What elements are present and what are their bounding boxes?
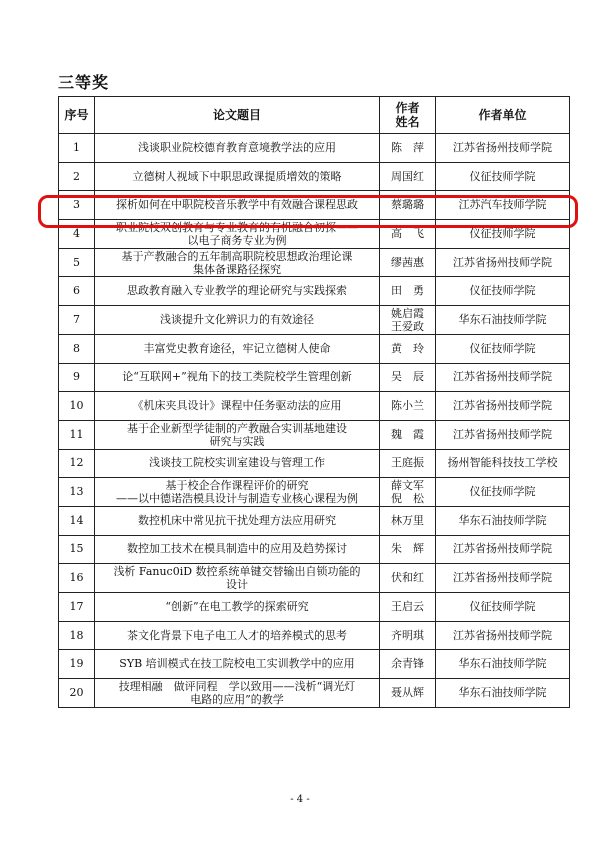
row-author: 陈小兰 — [380, 392, 436, 421]
row-unit: 华东石油技师学院 — [436, 306, 570, 335]
row-num: 17 — [59, 593, 95, 622]
row-author: 缪茜惠 — [380, 248, 436, 277]
row-author: 黄 玲 — [380, 334, 436, 363]
row-unit: 华东石油技师学院 — [436, 506, 570, 535]
row-author: 田 勇 — [380, 277, 436, 306]
table-row — [59, 420, 570, 449]
row-num: 7 — [59, 306, 95, 335]
row-num: 11 — [59, 420, 95, 449]
row-author: 余青锋 — [380, 650, 436, 679]
table-row — [59, 679, 570, 708]
row-unit: 华东石油技师学院 — [436, 650, 570, 679]
row-unit: 江苏省扬州技师学院 — [436, 535, 570, 564]
row-unit: 江苏省扬州技师学院 — [436, 392, 570, 421]
row-num: 10 — [59, 392, 95, 421]
row-author: 周国红 — [380, 162, 436, 191]
row-author: 魏 霞 — [380, 420, 436, 449]
header-author-text: 作者 姓名 — [395, 101, 420, 129]
row-author: 薛文军 倪 松 — [380, 478, 436, 507]
table-row — [59, 535, 570, 564]
table-header-row — [59, 97, 570, 134]
row-unit: 江苏省扬州技师学院 — [436, 134, 570, 163]
row-unit: 江苏省扬州技师学院 — [436, 564, 570, 593]
table-row — [59, 593, 570, 622]
row-author: 林万里 — [380, 506, 436, 535]
table-row — [59, 162, 570, 191]
highlight-annotation — [38, 195, 578, 228]
row-title: 思政教育融入专业教学的理论研究与实践探索 — [95, 277, 380, 306]
row-title: SYB 培训模式在技工院校电工实训教学中的应用 — [95, 650, 380, 679]
header-num: 序号 — [59, 97, 95, 134]
row-title: 《机床夹具设计》课程中任务驱动法的应用 — [95, 392, 380, 421]
row-author: 陈 萍 — [380, 134, 436, 163]
row-num: 1 — [59, 134, 95, 163]
row-num: 3 — [59, 191, 95, 220]
row-author: 王启云 — [380, 593, 436, 622]
row-author: 姚启霞 王爱政 — [380, 306, 436, 335]
row-unit: 江苏汽车技师学院 — [436, 191, 570, 220]
row-unit: 江苏省扬州技师学院 — [436, 621, 570, 650]
row-unit: 仪征技师学院 — [436, 334, 570, 363]
row-title: 浅谈技工院校实训室建设与管理工作 — [95, 449, 380, 478]
table-row — [59, 248, 570, 277]
table-row — [59, 449, 570, 478]
row-num: 18 — [59, 621, 95, 650]
row-num: 15 — [59, 535, 95, 564]
row-num: 13 — [59, 478, 95, 507]
row-title: 基于企业新型学徒制的产教融合实训基地建设 研究与实践 — [95, 420, 380, 449]
row-num: 9 — [59, 363, 95, 392]
row-unit: 扬州智能科技技工学校 — [436, 449, 570, 478]
row-author: 聂从辉 — [380, 679, 436, 708]
row-num: 5 — [59, 248, 95, 277]
row-author: 伏和红 — [380, 564, 436, 593]
row-unit: 仪征技师学院 — [436, 593, 570, 622]
table-row — [59, 363, 570, 392]
row-unit: 仪征技师学院 — [436, 478, 570, 507]
awards-table — [58, 96, 570, 708]
row-title: 丰富党史教育途径，牢记立德树人使命 — [95, 334, 380, 363]
table-row — [59, 334, 570, 363]
row-unit: 江苏省扬州技师学院 — [436, 363, 570, 392]
row-title: 浅谈提升文化辨识力的有效途径 — [95, 306, 380, 335]
row-num: 4 — [59, 220, 95, 249]
table-row — [59, 306, 570, 335]
header-unit: 作者单位 — [436, 97, 570, 134]
table-row — [59, 650, 570, 679]
row-title: 数控加工技术在模具制造中的应用及趋势探讨 — [95, 535, 380, 564]
table-row — [59, 478, 570, 507]
row-title: 论“互联网+”视角下的技工类院校学生管理创新 — [95, 363, 380, 392]
table-row — [59, 621, 570, 650]
table-row — [59, 392, 570, 421]
table-row — [59, 277, 570, 306]
row-num: 20 — [59, 679, 95, 708]
page-number: - 4 - — [290, 794, 310, 805]
row-title: 茶文化背景下电子电工人才的培养模式的思考 — [95, 621, 380, 650]
row-author: 高 飞 — [380, 220, 436, 249]
table-row — [59, 134, 570, 163]
row-title: 基于校企合作课程评价的研究 ——以中德诺浩模具设计与制造专业核心课程为例 — [95, 478, 380, 507]
row-title: 技理相融 做评同程 学以致用——浅析“调光灯 电路的应用”的教学 — [95, 679, 380, 708]
row-author: 朱 辉 — [380, 535, 436, 564]
row-num: 8 — [59, 334, 95, 363]
header-title: 论文题目 — [95, 97, 380, 134]
row-unit: 仪征技师学院 — [436, 277, 570, 306]
row-unit: 华东石油技师学院 — [436, 679, 570, 708]
row-author: 王庭振 — [380, 449, 436, 478]
row-title: 浅谈职业院校德育教育意境教学法的应用 — [95, 134, 380, 163]
row-num: 6 — [59, 277, 95, 306]
table-row — [59, 564, 570, 593]
row-num: 14 — [59, 506, 95, 535]
row-unit: 江苏省扬州技师学院 — [436, 420, 570, 449]
row-num: 16 — [59, 564, 95, 593]
row-title: 立德树人视域下中职思政课提质增效的策略 — [95, 162, 380, 191]
row-title: “创新”在电工教学的探索研究 — [95, 593, 380, 622]
header-author — [380, 97, 436, 134]
row-unit: 江苏省扬州技师学院 — [436, 248, 570, 277]
row-title: 浅析 Fanuc0iD 数控系统单键交替输出自锁功能的 设计 — [95, 564, 380, 593]
row-num: 2 — [59, 162, 95, 191]
row-author: 齐明琪 — [380, 621, 436, 650]
row-num: 12 — [59, 449, 95, 478]
section-title: 三等奖 — [58, 73, 110, 92]
row-title: 职业院校双创教育与专业教育的有机融合初探—— 以电子商务专业为例 — [95, 220, 380, 249]
row-title: 数控机床中常见抗干扰处理方法应用研究 — [95, 506, 380, 535]
row-title: 探析如何在中职院校音乐教学中有效融合课程思政 — [95, 191, 380, 220]
row-unit: 仪征技师学院 — [436, 162, 570, 191]
row-author: 蔡璐璐 — [380, 191, 436, 220]
row-author: 吴 辰 — [380, 363, 436, 392]
row-unit: 仪征技师学院 — [436, 220, 570, 249]
row-num: 19 — [59, 650, 95, 679]
table-row — [59, 506, 570, 535]
row-title: 基于产教融合的五年制高职院校思想政治理论课 集体备课路径探究 — [95, 248, 380, 277]
